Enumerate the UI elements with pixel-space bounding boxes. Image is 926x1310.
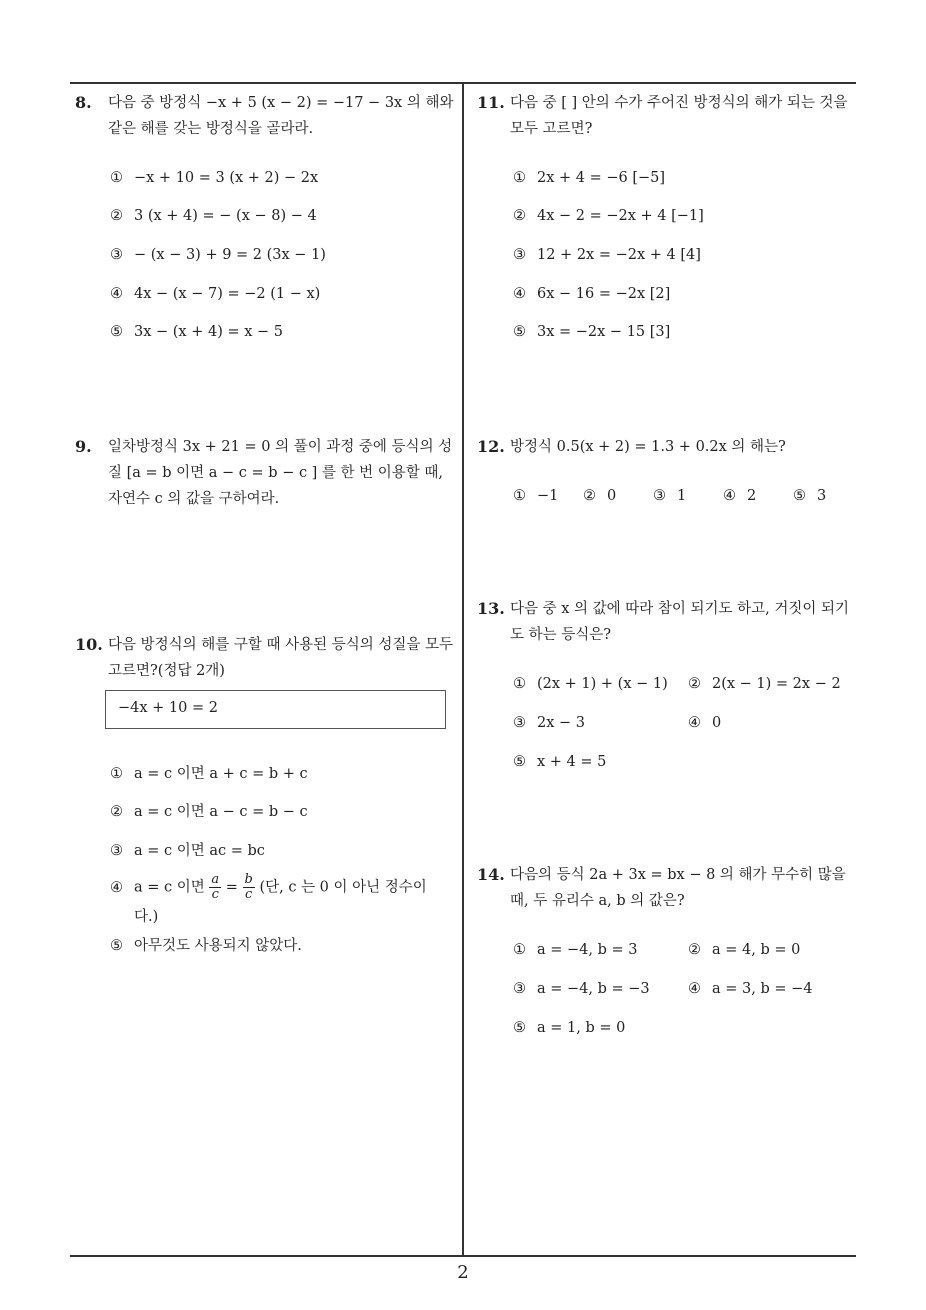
page-number: 2 — [457, 1262, 469, 1283]
option-mark: ④ — [688, 981, 701, 997]
q10-option-4[interactable] — [110, 873, 427, 902]
question-number: 9. — [75, 437, 92, 456]
option-text: 4x − 2 = −2x + 4 [−1] — [537, 208, 704, 224]
option-mark: ③ — [513, 715, 526, 731]
option-text: 2(x − 1) = 2x − 2 — [712, 676, 841, 692]
fraction-b-over-c — [243, 873, 255, 902]
option-text: − (x − 3) + 9 = 2 (3x − 1) — [134, 247, 326, 263]
q8-option-4[interactable] — [110, 286, 320, 302]
q8-option-2[interactable] — [110, 208, 317, 224]
option-mark: ① — [513, 488, 526, 504]
question-number: 8. — [75, 93, 92, 112]
q12-option-4[interactable] — [723, 488, 756, 504]
question-number: 11. — [477, 93, 505, 112]
q10-option-5[interactable] — [110, 934, 302, 955]
q11-option-1[interactable] — [513, 170, 665, 186]
option-text: 0 — [607, 488, 617, 504]
option-mark: ④ — [110, 879, 123, 896]
q14-option-5[interactable] — [513, 1020, 625, 1036]
option-mark: ② — [110, 208, 123, 224]
q13-option-5[interactable] — [513, 754, 606, 770]
q12-option-2[interactable] — [583, 488, 616, 504]
question-number: 10. — [75, 635, 103, 654]
equation-box — [105, 690, 446, 729]
option-text: a = c 이면 a − c = b − c — [134, 804, 308, 820]
option-mark: ② — [688, 942, 701, 958]
option-mark: ④ — [688, 715, 701, 731]
option-mark: ⑤ — [110, 938, 123, 954]
q8-option-1[interactable] — [110, 170, 318, 186]
equation-text: −4x + 10 = 2 — [118, 700, 218, 716]
question-text: 다음의 등식 2a + 3x = bx − 8 의 해가 무수히 많을 때, 두 유리수 a, b 의 값은? — [510, 867, 846, 909]
option-text: 4x − (x − 7) = −2 (1 − x) — [134, 286, 321, 302]
option-mark: ③ — [653, 488, 666, 504]
option-text: a = 3, b = −4 — [712, 981, 813, 997]
option-mark: ① — [110, 170, 123, 186]
fraction-denominator: c — [245, 887, 253, 902]
q14-option-3[interactable] — [513, 981, 650, 997]
option-mark: ② — [513, 208, 526, 224]
fraction-denominator: c — [211, 887, 219, 902]
fraction-numerator: b — [244, 872, 253, 887]
option-mark: ① — [513, 170, 526, 186]
option-pre: a = c 이면 — [134, 879, 205, 896]
question-text: 다음 중 x 의 값에 따라 참이 되기도 하고, 거짓이 되기도 하는 등식은? — [510, 601, 850, 643]
option-mark: ② — [688, 676, 701, 692]
question-8 — [75, 90, 457, 142]
option-mark: ③ — [110, 843, 123, 859]
question-text: 다음 중 [ ] 안의 수가 주어진 방정식의 해가 되는 것을 모두 고르면? — [510, 95, 848, 137]
option-mark: ① — [513, 676, 526, 692]
question-text: 다음 방정식의 해를 구할 때 사용된 등식의 성질을 모두 고르면?(정답 2개) — [108, 637, 454, 679]
q8-option-3[interactable] — [110, 247, 326, 263]
question-text: 다음 중 방정식 −x + 5 (x − 2) = −17 − 3x 의 해와 같은 해를 갖는 방정식을 골라라. — [108, 95, 454, 137]
option-text: 12 + 2x = −2x + 4 [4] — [537, 247, 701, 263]
q11-option-5[interactable] — [513, 324, 670, 340]
question-13 — [477, 596, 859, 648]
q11-option-3[interactable] — [513, 247, 701, 263]
q11-option-4[interactable] — [513, 286, 670, 302]
option-mark: ③ — [110, 247, 123, 263]
option-text: a = c 이면 a + c = b + c — [134, 766, 308, 782]
option-mark: ④ — [110, 286, 123, 302]
q10-option-1[interactable] — [110, 762, 308, 783]
q14-option-2[interactable] — [688, 942, 800, 958]
q10-option-2[interactable] — [110, 800, 308, 821]
option-mark: ⑤ — [513, 324, 526, 340]
q13-option-2[interactable] — [688, 676, 841, 692]
option-text: 2 — [747, 488, 757, 504]
q10-option-4-continued — [134, 905, 158, 926]
option-mark: ⑤ — [110, 324, 123, 340]
question-12 — [477, 434, 859, 460]
q13-option-1[interactable] — [513, 676, 668, 692]
option-text: 아무것도 사용되지 않았다. — [134, 938, 302, 954]
option-mark: ④ — [723, 488, 736, 504]
q11-option-2[interactable] — [513, 208, 704, 224]
option-mark: ① — [513, 942, 526, 958]
question-number: 14. — [477, 865, 505, 884]
option-post: (단, c 는 0 이 아닌 정수이 — [259, 879, 427, 896]
question-10 — [75, 632, 457, 684]
equals-sign: = — [225, 879, 238, 896]
option-text: a = 1, b = 0 — [537, 1020, 626, 1036]
q14-option-4[interactable] — [688, 981, 812, 997]
q13-option-3[interactable] — [513, 715, 585, 731]
q8-option-5[interactable] — [110, 324, 283, 340]
option-mark: ⑤ — [793, 488, 806, 504]
question-text: 일차방정식 3x + 21 = 0 의 풀이 과정 중에 등식의 성질 [a = b 이면 a − c = b − c ] 를 한 번 이용할 때, 자연수 c 의 값을 구하여라. — [108, 439, 453, 507]
option-text: 3 (x + 4) = − (x − 8) − 4 — [134, 208, 317, 224]
option-text: a = c 이면 ac = bc — [134, 843, 265, 859]
option-text: −1 — [537, 488, 559, 504]
option-mark: ⑤ — [513, 1020, 526, 1036]
option-text: 6x − 16 = −2x [2] — [537, 286, 671, 302]
option-mark: ① — [110, 766, 123, 782]
option-text: 2x − 3 — [537, 715, 585, 731]
option-text: 0 — [712, 715, 722, 731]
question-number: 13. — [477, 599, 505, 618]
option-text: 2x + 4 = −6 [−5] — [537, 170, 666, 186]
option-text: a = −4, b = −3 — [537, 981, 650, 997]
option-mark: ② — [110, 804, 123, 820]
q13-option-4[interactable] — [688, 715, 721, 731]
fraction-numerator: a — [211, 872, 220, 887]
option-mark: ④ — [513, 286, 526, 302]
q12-option-3[interactable] — [653, 488, 686, 504]
option-mark: ③ — [513, 247, 526, 263]
question-number: 12. — [477, 437, 505, 456]
option-text: x + 4 = 5 — [537, 754, 607, 770]
column-divider — [462, 82, 464, 1256]
option-text: (2x + 1) + (x − 1) — [537, 676, 668, 692]
option-text: a = 4, b = 0 — [712, 942, 801, 958]
fraction-a-over-c — [209, 873, 221, 902]
question-14 — [477, 862, 859, 914]
question-9 — [75, 434, 457, 512]
bottom-rule — [70, 1255, 856, 1257]
option-text: 1 — [677, 488, 687, 504]
option-post-continued: 다.) — [134, 909, 159, 925]
option-mark: ⑤ — [513, 754, 526, 770]
question-text: 방정식 0.5(x + 2) = 1.3 + 0.2x 의 해는? — [510, 439, 786, 455]
option-text: −x + 10 = 3 (x + 2) − 2x — [134, 170, 319, 186]
option-text: 3x − (x + 4) = x − 5 — [134, 324, 283, 340]
q12-option-5[interactable] — [793, 488, 826, 504]
option-text: 3 — [817, 488, 827, 504]
option-mark: ② — [583, 488, 596, 504]
option-mark: ③ — [513, 981, 526, 997]
q10-option-3[interactable] — [110, 839, 265, 860]
question-11 — [477, 90, 859, 142]
option-text: 3x = −2x − 15 [3] — [537, 324, 671, 340]
q12-option-1[interactable] — [513, 488, 558, 504]
q14-option-1[interactable] — [513, 942, 637, 958]
option-text: a = −4, b = 3 — [537, 942, 638, 958]
